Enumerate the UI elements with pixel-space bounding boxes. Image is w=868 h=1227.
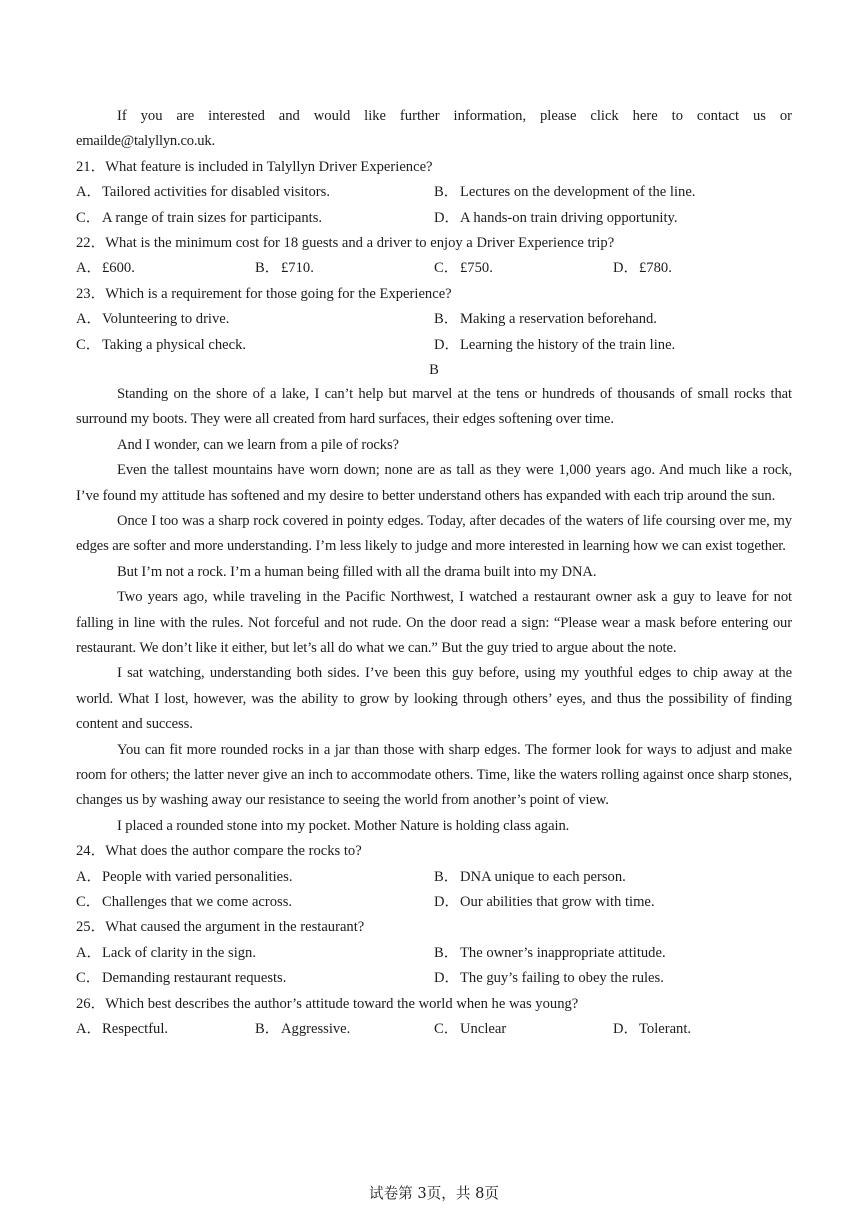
option-a[interactable]: A．People with varied personalities. — [76, 868, 293, 885]
question-24: 24．What does the author compare the rocks to? — [76, 843, 362, 860]
question-26-options — [76, 1017, 792, 1042]
option-d[interactable]: D．Tolerant. — [613, 1020, 692, 1037]
passage-paragraph: Two years ago, while traveling in the Pacific Northwest, I watched a restaurant owner ask a guy to leave for not falling in line with the rules. Not forceful and not rude. On the door read a sign: “Please wear a mask before entering our restaurant. We don’t like it either, but let’s all do what we can.” But the guy tried to argue about the note. — [76, 589, 792, 656]
question-25-options-row-1 — [76, 941, 792, 966]
option-a[interactable]: A．£600. — [76, 260, 135, 277]
question-21: 21．What feature is included in Talyllyn Driver Experience? — [76, 158, 433, 175]
option-c[interactable]: C． £750. — [434, 260, 493, 277]
option-c[interactable]: C． Taking a physical check. — [76, 336, 247, 353]
option-b[interactable]: B． Lectures on the development of the line. — [434, 184, 696, 201]
option-a[interactable]: A．Volunteering to drive. — [76, 311, 230, 328]
option-b[interactable]: B． DNA unique to each person. — [434, 868, 626, 885]
option-d[interactable]: D．Learning the history of the train line. — [434, 336, 676, 353]
question-21-options-row-1 — [76, 180, 792, 205]
option-c[interactable]: C． Demanding restaurant requests. — [76, 970, 287, 987]
passage-paragraph: But I’m not a rock. I’m a human being filled with all the drama built into my DNA. — [117, 563, 597, 580]
page-footer: 试卷第 3页，共 8页 — [368, 1185, 499, 1202]
option-d[interactable]: D．A hands-on train driving opportunity. — [434, 209, 678, 226]
option-c[interactable]: C． A range of train sizes for participants. — [76, 209, 323, 226]
question-25-options-row-2 — [76, 966, 792, 991]
passage-paragraph: Even the tallest mountains have worn down; none are as tall as they were 1,000 years ago. And much like a rock, I’ve found my attitude has softened and my desire to better understand others has expanded with each trip around the sun. — [76, 462, 792, 504]
option-b[interactable]: B． Making a reservation beforehand. — [434, 311, 657, 328]
question-23-options-row-2 — [76, 333, 792, 358]
passage-paragraph: Once I too was a sharp rock covered in pointy edges. Today, after decades of the waters of life coursing over me, my edges are softer and more understanding. I’m less likely to judge and more interested in learning how we can exist together. — [76, 512, 792, 555]
question-23-options-row-1 — [76, 307, 792, 332]
option-b[interactable]: B． The owner’s inappropriate attitude. — [434, 944, 666, 961]
question-26: 26．Which best describes the author’s attitude toward the world when he was young? — [76, 995, 579, 1012]
section-heading-b: B — [429, 361, 439, 378]
page-content — [76, 104, 792, 1042]
passage-paragraph: Standing on the shore of a lake, I can’t help but marvel at the tens or hundreds of thousands of small rocks that surround my boots. They were all created from hard surfaces, their edges softening over time. — [76, 385, 792, 428]
question-21-options-row-2 — [76, 206, 792, 231]
question-24-options-row-1 — [76, 865, 792, 890]
intro-line-1: If you are interested and would like further information, please click here to contact us or — [117, 108, 792, 124]
question-22-options — [76, 256, 792, 281]
question-23: 23．Which is a requirement for those going for the Experience? — [76, 285, 452, 302]
passage-paragraph: I placed a rounded stone into my pocket. Mother Nature is holding class again. — [117, 817, 570, 834]
option-a[interactable]: A．Tailored activities for disabled visitors. — [76, 184, 330, 201]
question-24-options-row-2 — [76, 890, 792, 915]
option-c[interactable]: C． Challenges that we come across. — [76, 894, 293, 911]
passage-paragraph: And I wonder, can we learn from a pile of rocks? — [117, 436, 399, 453]
passage-paragraph: I sat watching, understanding both sides. I’ve been this guy before, using my youthful edges to chip away at the world. What I lost, however, was the ability to grow by looking through others’ eyes, and thus the possibility of finding content and success. — [76, 665, 792, 733]
option-b[interactable]: B． Aggressive. — [255, 1020, 351, 1037]
question-22: 22．What is the minimum cost for 18 guests and a driver to enjoy a Driver Experience trip? — [76, 234, 615, 251]
intro-line-2: emailde@talyllyn.co.uk. — [76, 133, 215, 150]
option-b[interactable]: B． £710. — [255, 260, 314, 277]
option-c[interactable]: C． Unclear — [434, 1020, 507, 1037]
option-a[interactable]: A．Lack of clarity in the sign. — [76, 944, 256, 961]
option-d[interactable]: D．The guy’s failing to obey the rules. — [434, 970, 664, 987]
option-d[interactable]: D．£780. — [613, 260, 672, 277]
question-25: 25．What caused the argument in the restaurant? — [76, 919, 365, 936]
option-d[interactable]: D．Our abilities that grow with time. — [434, 894, 655, 911]
passage-paragraph: You can fit more rounded rocks in a jar than those with sharp edges. The former look for ways to adjust and make room for others; the latter never give an inch to accommodate others. Time, like the waters rolling against once sharp stones, changes us by washing away our resistance to seeing the world from another’s point of view. — [76, 741, 792, 809]
option-a[interactable]: A．Respectful. — [76, 1020, 169, 1037]
